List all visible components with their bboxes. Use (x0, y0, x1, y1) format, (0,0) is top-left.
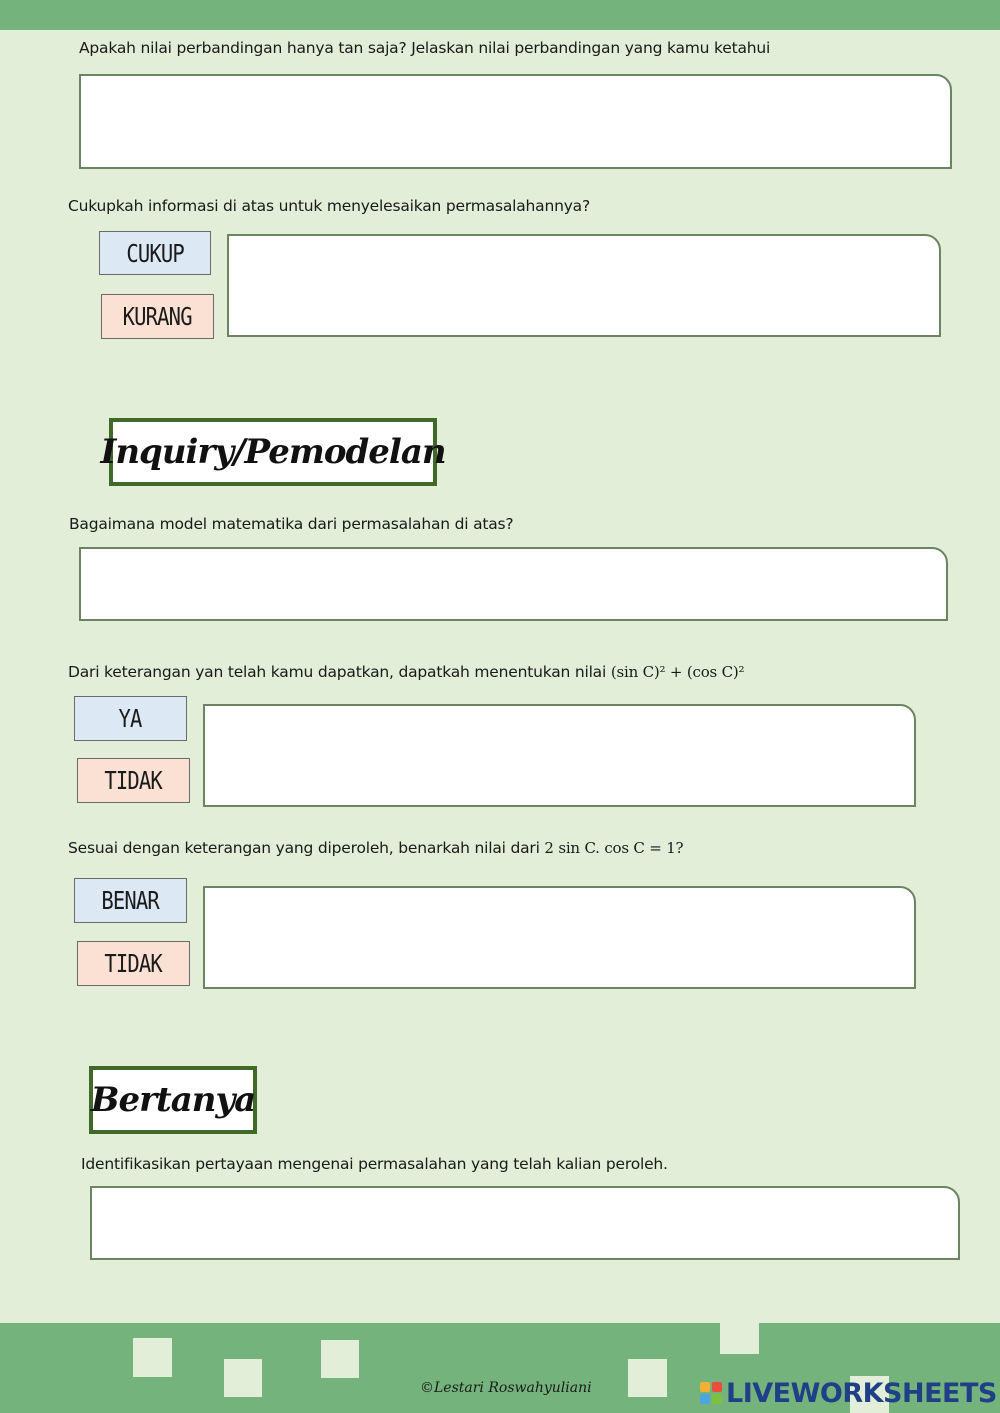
answer-box-1[interactable] (79, 74, 952, 169)
question-4-math: (sin C)² + (cos C)² (610, 663, 745, 681)
question-4 (68, 663, 744, 681)
heading-inquiry-pemodelan: Inquiry/Pemodelan (109, 418, 437, 486)
option-tidak-q4[interactable]: TIDAK (77, 758, 190, 803)
footer-square (321, 1340, 359, 1378)
question-5-math: 2 sin C. cos C = 1? (544, 839, 684, 857)
question-1: Apakah nilai perbandingan hanya tan saja? Jelaskan nilai perbandingan yang kamu ketahui (79, 39, 771, 57)
top-bar (0, 0, 1000, 30)
question-4-text: Dari keterangan yan telah kamu dapatkan, dapatkah menentukan nilai (68, 663, 611, 681)
option-ya[interactable]: YA (74, 696, 187, 741)
answer-box-3[interactable] (79, 547, 948, 621)
option-cukup[interactable]: CUKUP (99, 231, 211, 275)
heading-bertanya: Bertanya (89, 1066, 257, 1134)
footer-square (133, 1338, 172, 1377)
liveworksheets-brand[interactable] (700, 1376, 997, 1410)
option-tidak-q5[interactable]: TIDAK (77, 941, 190, 986)
question-5-text: Sesuai dengan keterangan yang diperoleh, benarkah nilai dari (68, 839, 545, 857)
footer-square (224, 1359, 262, 1397)
answer-box-6[interactable] (90, 1186, 960, 1260)
answer-box-2[interactable] (227, 234, 941, 337)
answer-box-5[interactable] (203, 886, 916, 989)
option-benar[interactable]: BENAR (74, 878, 187, 923)
question-2: Cukupkah informasi di atas untuk menyelesaikan permasalahannya? (68, 197, 590, 215)
brand-name: LIVEWORKSHEETS (726, 1377, 997, 1409)
footer-square (628, 1359, 667, 1397)
question-3: Bagaimana model matematika dari permasalahan di atas? (69, 515, 514, 533)
liveworksheets-logo-icon (700, 1382, 722, 1404)
question-6: Identifikasikan pertayaan mengenai permasalahan yang telah kalian peroleh. (81, 1155, 668, 1173)
author-credit: ©Lestari Roswahyuliani (420, 1380, 592, 1396)
option-kurang[interactable]: KURANG (101, 294, 214, 339)
answer-box-4[interactable] (203, 704, 916, 807)
question-5 (68, 839, 683, 857)
footer-square (720, 1323, 759, 1354)
